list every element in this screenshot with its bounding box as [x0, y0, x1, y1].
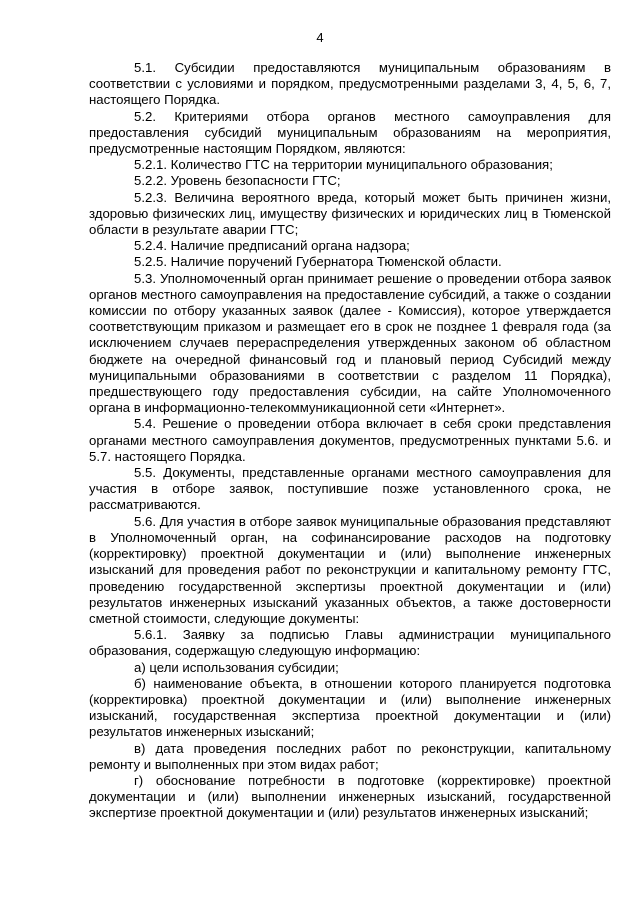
paragraph-5-2-2: 5.2.2. Уровень безопасности ГТС;: [134, 173, 341, 189]
list-item-v: в) дата проведения последних работ по реконструкции, капитальному ремонту и выполненных при этом видах работ;: [89, 740, 611, 772]
paragraph-5-5: 5.5. Документы, представленные органами местного самоуправления для участия в отборе заявок, поступившие позже установленного срока, не рассматриваются.: [89, 465, 611, 513]
list-item-a: а) цели использования субсидии;: [134, 659, 339, 675]
page-number: 4: [316, 30, 324, 45]
document-body: [89, 60, 611, 822]
paragraph-5-2: 5.2. Критериями отбора органов местного самоуправления для предоставления субсидий муниципальным образованиям на мероприятия, предусмотренные настоящим Порядком, являются:: [89, 108, 611, 157]
paragraph-5-4: 5.4. Решение о проведении отбора включает в себя сроки представления органами местного самоуправления документов, предусмотренных пунктами 5.6. и 5.7. настоящего Порядка.: [89, 416, 611, 464]
list-item-g: г) обоснование потребности в подготовке (корректировке) проектной документации и (или) выполнении инженерных изысканий, государственной экспертизе проектной документации и (или) результатов инженерных изысканий;: [89, 772, 611, 821]
paragraph-5-2-1: 5.2.1. Количество ГТС на территории муниципального образования;: [134, 157, 553, 173]
list-item-b: б) наименование объекта, в отношении которого планируется подготовка (корректировка) проектной документации и (или) выполнение инженерных изысканий, государственная экспертиза проектной документации и (или) результатов инженерных изысканий;: [89, 675, 611, 740]
paragraph-5-2-3: 5.2.3. Величина вероятного вреда, который может быть причинен жизни, здоровью физических лиц, имуществу физических и юридических лиц в Тюменской области в результате аварии ГТС;: [89, 189, 611, 238]
paragraph-5-6-1: 5.6.1. Заявку за подписью Главы администрации муниципального образования, содержащую следующую информацию:: [89, 627, 611, 659]
paragraph-5-2-4: 5.2.4. Наличие предписаний органа надзора;: [134, 238, 410, 254]
paragraph-5-6: 5.6. Для участия в отборе заявок муниципальные образования представляют в Уполномоченный орган, на софинансирование расходов на подготовку (корректировку) проектной документации и (или) выполнение инженерных изысканий для проведения работ по реконструкции и капитальному ремонту ГТС, проведению государственной экспертизы проектной документации и (или) результатов инженерных изысканий указанных объектов, а также достоверности сметной стоимости, следующие документы:: [89, 513, 611, 626]
paragraph-5-1: 5.1. Субсидии предоставляются муниципальным образованиям в соответствии с условиями и порядком, предусмотренными разделами 3, 4, 5, 6, 7, настоящего Порядка.: [89, 60, 611, 108]
paragraph-5-3: 5.3. Уполномоченный орган принимает решение о проведении отбора заявок органов местного самоуправления на предоставление субсидий, а также о создании комиссии по отбору указанных заявок (далее - Комиссия), которое утверждается соответствующим приказом и размещает его в срок не позднее 1 февраля года (за исключением случаев перераспределения утвержденных законом об областном бюджете на очередной финансовый год и плановый период Субсидий между муниципальными образованиями в соответствии с разделом 11 Порядка), предшествующего году предоставления субсидии, на сайте Уполномоченного органа в информационно-телекоммуникационной сети «Интернет».: [89, 270, 611, 416]
paragraph-5-2-5: 5.2.5. Наличие поручений Губернатора Тюменской области.: [134, 254, 502, 270]
